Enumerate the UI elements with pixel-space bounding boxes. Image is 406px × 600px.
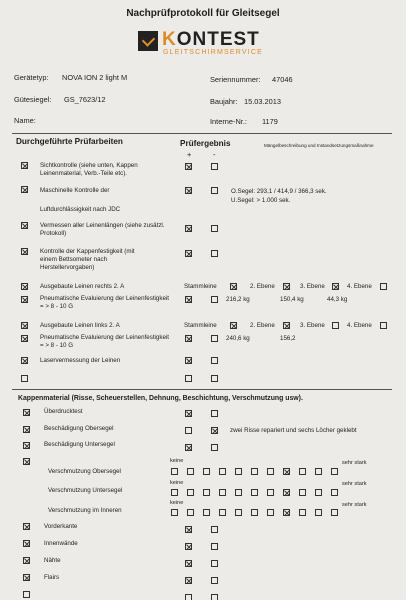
v-innen-box-2[interactable] [187,509,194,516]
ausgeb-links-label: Ausgebaute Leinen links 2. A [40,322,120,329]
links-stammleine-checkbox[interactable] [230,322,237,329]
sicht-label: Sichtkontrolle (siehe unten, Kappen Leinenmaterial, Verb.-Teile etc). [40,162,138,177]
innenwaende-plus-checkbox[interactable] [185,543,192,550]
ausgeb-rechts-label: Ausgebaute Leinen rechts 2. A [40,283,125,290]
guetesiegel-label: Gütesiegel: [14,95,52,104]
verschmutzung-row-checkbox[interactable] [23,458,30,465]
v-innen-box-11[interactable] [331,509,338,516]
rechts-value-3: 44,3 kg [327,296,348,303]
v-unter-box-2[interactable] [187,489,194,496]
v-ober-box-8[interactable] [283,468,290,475]
v-unter-box-11[interactable] [331,489,338,496]
ausgeb-rechts-row-checkbox[interactable] [21,283,28,290]
untersegel-label: Beschädigung Untersegel [44,441,115,448]
geraetetyp-value: NOVA ION 2 light M [62,73,128,82]
untersegel-plus-checkbox[interactable] [185,444,192,451]
laser-plus-checkbox[interactable] [185,357,192,364]
maschinell-label-1: Maschinelle Kontrolle der [40,187,110,194]
sicht-minus-checkbox[interactable] [211,163,218,170]
v-unter-box-7[interactable] [267,489,274,496]
v-ober-box-11[interactable] [331,468,338,475]
kappe-divider [12,389,392,390]
logo-subtitle: GLEITSCHIRMSERVICE [163,49,264,56]
v-unter-box-10[interactable] [315,489,322,496]
v-innen-box-8[interactable] [283,509,290,516]
usegel-result: U.Segel: > 1.000 sek. [231,197,291,204]
name-label: Name: [14,116,36,125]
rechts-e3-checkbox[interactable] [332,283,339,290]
flairs-minus-checkbox[interactable] [211,577,218,584]
obersegel-note: zwei Risse repariert und sechs Löcher geklebt [230,427,357,434]
v-innen-box-3[interactable] [203,509,210,516]
rechts-value-1: 216,2 kg [226,296,250,303]
v-ober-box-7[interactable] [267,468,274,475]
rechts-e2-checkbox[interactable] [283,283,290,290]
kappenfest-minus-checkbox[interactable] [211,250,218,257]
rechts-stammleine-checkbox[interactable] [230,283,237,290]
links-value-1: 240,6 kg [226,335,250,342]
obersegel-label: Beschädigung Obersegel [44,425,114,432]
v-ober-box-6[interactable] [251,468,258,475]
pneu-rechts-row-checkbox[interactable] [21,296,28,303]
links-e4-label: 4. Ebene [347,322,372,329]
v-innen-box-9[interactable] [299,509,306,516]
vermessen-label: Vermessen aller Leinenlängen (siehe zusätzl. Protokoll) [40,222,165,237]
ueberdruck-plus-checkbox[interactable] [185,410,192,417]
v-ober-box-3[interactable] [203,468,210,475]
v-ober-box-10[interactable] [315,468,322,475]
col-pruefarbeiten: Durchgeführte Prüfarbeiten [16,137,123,146]
vermessen-row-checkbox[interactable] [21,222,28,229]
links-e2-checkbox[interactable] [283,322,290,329]
rechts-stammleine-label: Stammleine [184,283,217,290]
document-title: Nachprüfprotokoll für Gleitsegel [126,8,280,19]
v-unter-box-3[interactable] [203,489,210,496]
kappenfest-label: Kontrolle der Kappenfestigkeit (mit einem Bettsometer nach Herstellervorgaben) [40,248,135,271]
flairs-row-checkbox[interactable] [23,574,30,581]
extra-plus-checkbox[interactable] [185,594,192,600]
untersegel-row-checkbox[interactable] [23,442,30,449]
blank-plus-checkbox[interactable] [185,375,192,382]
logo-brand: KONTEST [162,29,260,50]
v-innen-box-5[interactable] [235,509,242,516]
rechts-e4-label: 4. Ebene [347,283,372,290]
obersegel-plus-checkbox[interactable] [185,427,192,434]
blank-minus-checkbox[interactable] [211,375,218,382]
vermessen-minus-checkbox[interactable] [211,225,218,232]
ueberdruck-minus-checkbox[interactable] [211,410,218,417]
pneu-rechts-minus-checkbox[interactable] [211,296,218,303]
innenwaende-label: Innenwände [44,540,78,547]
v-ober-keine: keine [170,458,184,464]
v-ober-box-2[interactable] [187,468,194,475]
links-e4-checkbox[interactable] [380,322,387,329]
plus-sign: + [187,150,192,159]
v-ober-sehr-stark: sehr stark [342,460,367,466]
guetesiegel-value: GS_7623/12 [64,95,106,104]
internr-value: 1179 [262,117,278,126]
maschinell-minus-checkbox[interactable] [211,187,218,194]
pneu-links-row-checkbox[interactable] [21,335,28,342]
links-stammleine-label: Stammleine [184,322,217,329]
v-unter-box-8[interactable] [283,489,290,496]
extra-row-checkbox[interactable] [23,591,30,598]
vorderkante-plus-checkbox[interactable] [185,526,192,533]
col-pruefergebnis: Prüfergebnis [180,139,231,148]
v-ober-box-4[interactable] [219,468,226,475]
maschinell-plus-checkbox[interactable] [185,187,192,194]
v-unter-label: Verschmutzung Untersegel [48,487,123,494]
v-innen-box-6[interactable] [251,509,258,516]
kappenfest-row-checkbox[interactable] [21,248,28,255]
kontest-logo [138,29,288,59]
ueberdruck-row-checkbox[interactable] [23,409,30,416]
logo-check-icon [138,31,158,51]
v-unter-box-6[interactable] [251,489,258,496]
vorderkante-minus-checkbox[interactable] [211,526,218,533]
innenwaende-row-checkbox[interactable] [23,540,30,547]
vorderkante-row-checkbox[interactable] [23,523,30,530]
maschinell-row-checkbox[interactable] [21,186,28,193]
links-e2-label: 2. Ebene [250,322,275,329]
links-e3-label: 3. Ebene [300,322,325,329]
v-ober-label: Verschmutzung Obersegel [48,468,121,475]
v-unter-box-9[interactable] [299,489,306,496]
kappe-heading: Kappenmaterial (Risse, Scheuerstellen, Dehnung, Beschichtung, Verschmutzung usw). [18,395,303,402]
flairs-label: Flairs [44,574,60,581]
seriennummer-label: Seriennummer: [210,75,261,84]
v-innen-keine: keine [170,500,184,506]
v-innen-label: Verschmutzung im Inneren [48,507,122,514]
col-maengel: Mängelbeschreibung und Instandsetzungsmaßnahme [264,143,374,148]
naehte-minus-checkbox[interactable] [211,560,218,567]
header-divider [12,133,392,134]
obersegel-row-checkbox[interactable] [23,426,30,433]
flairs-plus-checkbox[interactable] [185,577,192,584]
naehte-plus-checkbox[interactable] [185,560,192,567]
ueberdruck-label: Überdrucktest [44,408,83,415]
kappenfest-plus-checkbox[interactable] [185,250,192,257]
v-innen-box-7[interactable] [267,509,274,516]
v-unter-sehr-stark: sehr stark [342,481,367,487]
v-unter-box-4[interactable] [219,489,226,496]
laser-minus-checkbox[interactable] [211,357,218,364]
v-ober-box-1[interactable] [171,468,178,475]
naehte-label: Nähte [44,557,61,564]
ausgeb-links-row-checkbox[interactable] [21,322,28,329]
v-innen-box-1[interactable] [171,509,178,516]
links-value-2: 156,2 [280,335,296,342]
untersegel-minus-checkbox[interactable] [211,444,218,451]
baujahr-value: 15.03.2013 [244,97,281,106]
laser-row-checkbox[interactable] [21,357,28,364]
vorderkante-label: Vorderkante [44,523,78,530]
rechts-value-2: 150,4 kg [280,296,304,303]
rechts-e2-label: 2. Ebene [250,283,275,290]
internr-label: Interne-Nr.: [210,117,247,126]
innenwaende-minus-checkbox[interactable] [211,543,218,550]
maschinell-label-2: Luftdurchlässigkeit nach JDC [40,206,121,213]
v-unter-keine: keine [170,480,184,486]
v-unter-box-1[interactable] [171,489,178,496]
v-ober-box-9[interactable] [299,468,306,475]
geraetetyp-label: Gerätetyp: [14,73,49,82]
pneu-links-label: Pneumatische Evaluierung der Leinenfestigkeit = > 8 - 10 G [40,334,169,349]
v-innen-box-10[interactable] [315,509,322,516]
laser-label: Laservermessung der Leinen [40,357,121,364]
rechts-e4-checkbox[interactable] [380,283,387,290]
pneu-links-minus-checkbox[interactable] [211,335,218,342]
pneu-rechts-plus-checkbox[interactable] [185,296,192,303]
pneu-links-plus-checkbox[interactable] [185,335,192,342]
extra-minus-checkbox[interactable] [211,594,218,600]
sicht-plus-checkbox[interactable] [185,163,192,170]
rechts-e3-label: 3. Ebene [300,283,325,290]
baujahr-label: Baujahr: [210,97,238,106]
links-e3-checkbox[interactable] [332,322,339,329]
sicht-row-checkbox[interactable] [21,162,28,169]
v-ober-box-5[interactable] [235,468,242,475]
seriennummer-value: 47046 [272,75,293,84]
minus-sign: - [213,150,216,159]
naehte-row-checkbox[interactable] [23,557,30,564]
vermessen-plus-checkbox[interactable] [185,225,192,232]
v-innen-sehr-stark: sehr stark [342,502,367,508]
v-innen-box-4[interactable] [219,509,226,516]
obersegel-minus-checkbox[interactable] [211,427,218,434]
osegel-result: O.Segel: 293,1 / 414,9 / 366,3 sek. [231,188,327,195]
pneu-rechts-label: Pneumatische Evaluierung der Leinenfestigkeit = > 8 - 10 G [40,295,169,310]
v-unter-box-5[interactable] [235,489,242,496]
blank-row-checkbox[interactable] [21,375,28,382]
